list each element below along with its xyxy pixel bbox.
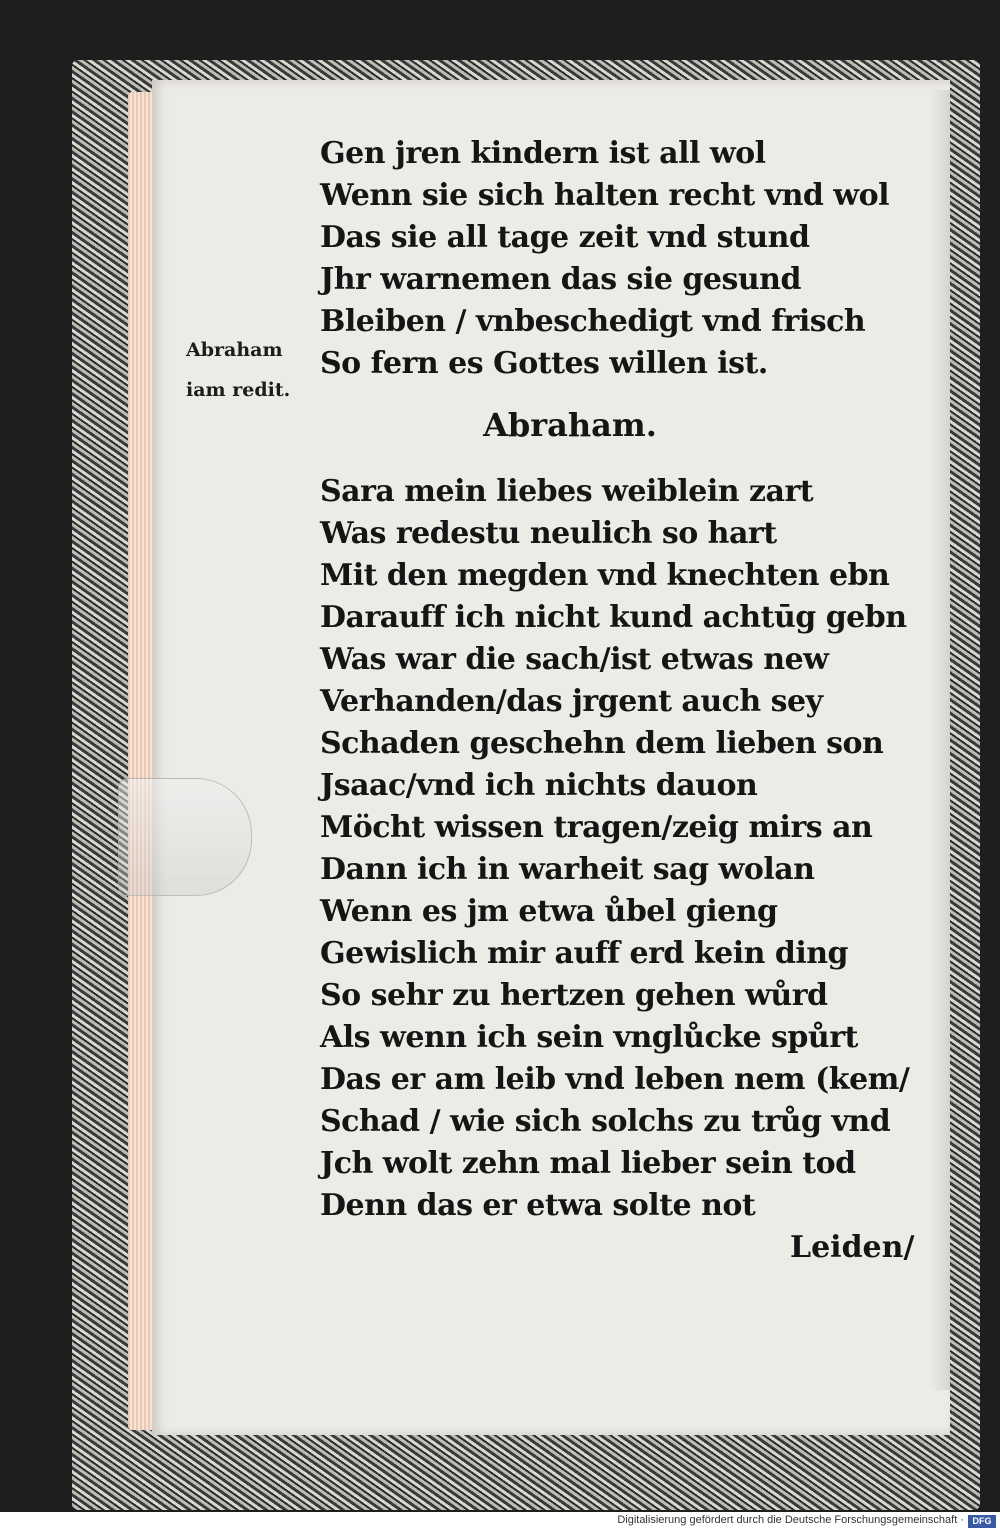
verse-line: Darauff ich nicht kund achtūg gebn [320,600,907,635]
text-block [320,133,940,1227]
verse-line: Jch wolt zehn mal lieber sein tod [320,1146,856,1181]
marginal-note [186,330,318,410]
verse-line: Wenn es jm etwa ůbel gieng [320,894,778,929]
dfg-logo: DFG [968,1515,996,1528]
verse-line: Bleiben / vnbeschedigt vnd frisch [320,304,866,339]
verse-line: Wenn sie sich halten recht vnd wol [320,178,890,213]
speaker-heading: Abraham. [483,406,657,444]
verse-line: Das sie all tage zeit vnd stund [320,220,810,255]
verse-line: Als wenn ich sein vnglůcke spůrt [320,1020,858,1055]
marginal-note-line: Abraham [186,339,283,361]
verse-line: So sehr zu hertzen gehen wůrd [320,978,828,1013]
verse-line: Gewislich mir auff erd kein ding [320,936,849,971]
footer-bar [0,1512,1000,1532]
plastic-bookmark [118,778,252,896]
verse-line: Jsaac/vnd ich nichts dauon [320,768,758,803]
verse-line: Jhr warnemen das sie gesund [320,262,801,297]
verse-line: Verhanden/das jrgent auch sey [320,684,823,719]
verse-line: Das er am leib vnd leben nem (kem/ [320,1062,910,1097]
verse-line: Was war die sach/ist etwas new [320,642,829,677]
verse-line: Was redestu neulich so hart [320,516,777,551]
verse-line: Sara mein liebes weiblein zart [320,474,814,509]
verse-line: Denn das er etwa solte not [320,1188,756,1223]
verse-line: Schaden geschehn dem lieben son [320,726,884,761]
verse-line: So fern es Gottes willen ist. [320,346,768,381]
verse-line: Dann ich in warheit sag wolan [320,852,815,887]
verse-line: Mit den megden vnd knechten ebn [320,558,890,593]
verse-line: Schad / wie sich solchs zu trůg vnd [320,1104,891,1139]
verse-line: Gen jren kindern ist all wol [320,136,766,171]
catchword: Leiden/ [790,1230,915,1265]
footer-credit: Digitalisierung gefördert durch die Deutsche Forschungsgemeinschaft · [617,1514,964,1526]
marginal-note-line: iam redit. [186,379,291,401]
verse-line: Möcht wissen tragen/zeig mirs an [320,810,873,845]
